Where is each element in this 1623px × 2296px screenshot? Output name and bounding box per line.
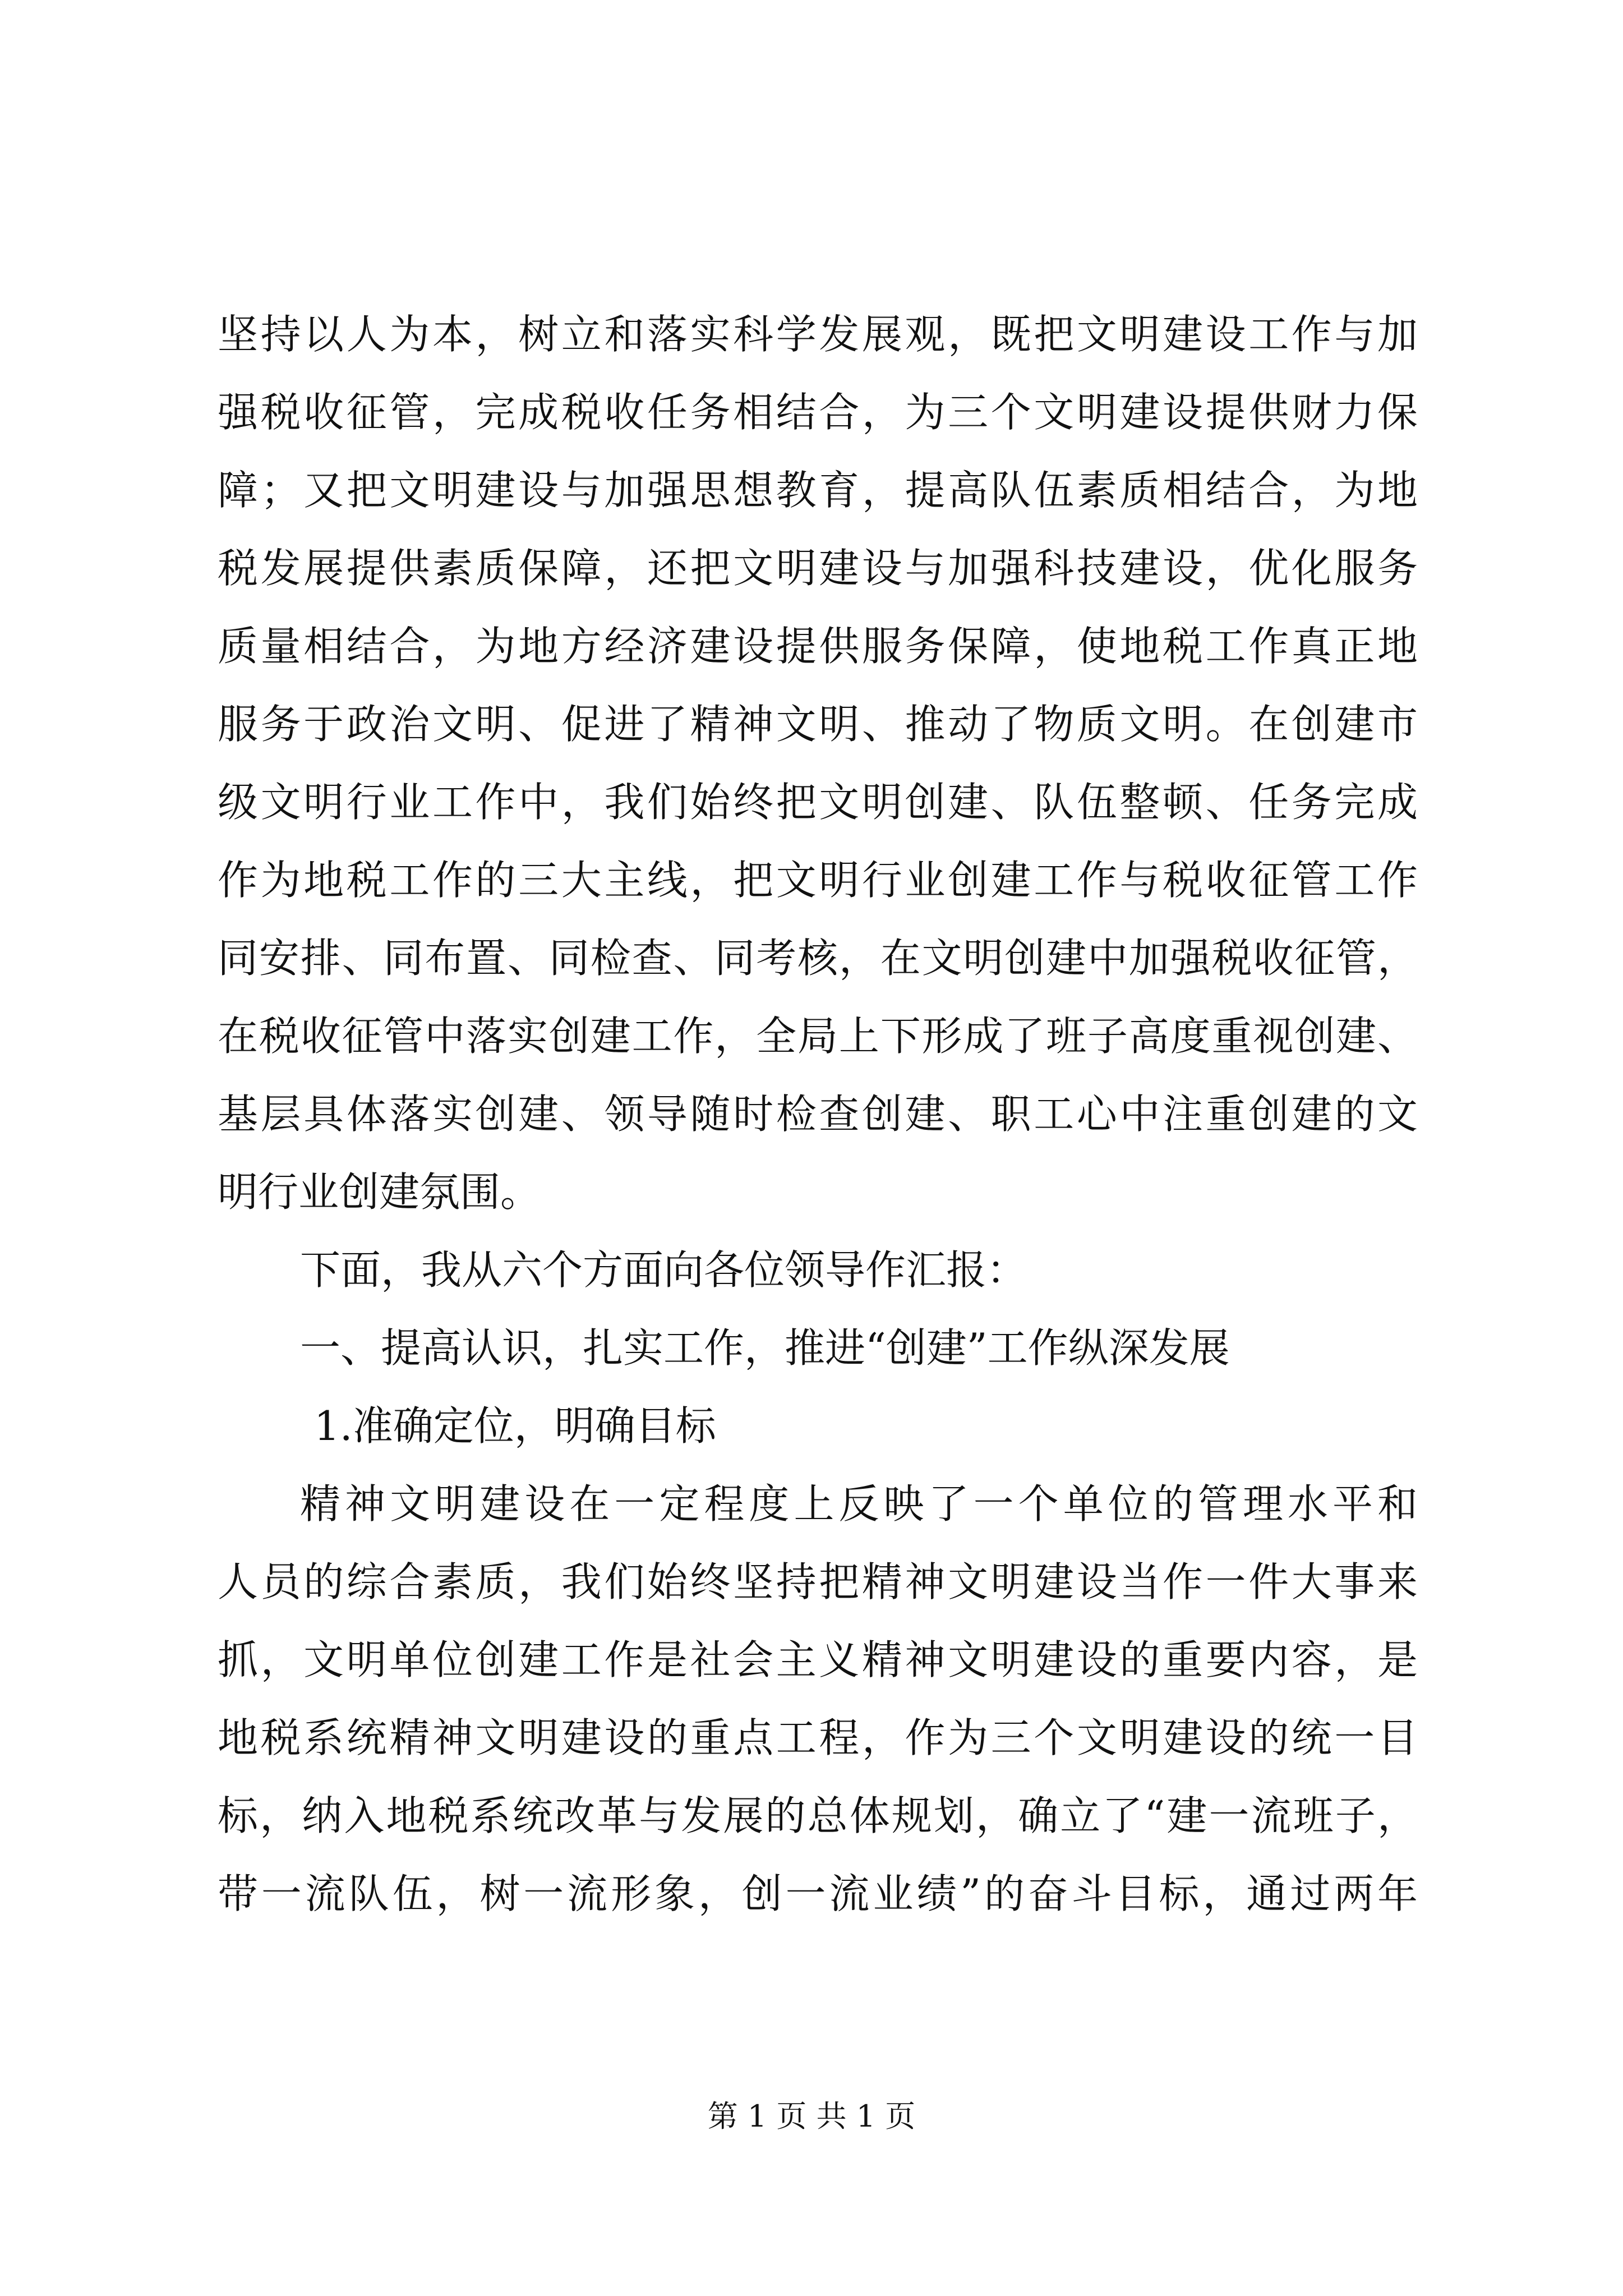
subsection-heading: 1.准确定位，明确目标: [314, 1402, 716, 1450]
body-text-line: 坚持以人为本，树立和落实科学发展观，既把文明建设工作与加: [218, 311, 1418, 358]
body-text-line: 抓，文明单位创建工作是社会主义精神文明建设的重要内容，是: [218, 1636, 1418, 1683]
body-text-line: 质量相结合，为地方经济建设提供服务保障，使地税工作真正地: [218, 623, 1418, 670]
body-text-line: 标，纳入地税系统改革与发展的总体规划，确立了“建一流班子，: [218, 1792, 1418, 1839]
body-text-line: 作为地税工作的三大主线，把文明行业创建工作与税收征管工作: [218, 857, 1418, 904]
body-text-line: 人员的综合素质，我们始终坚持把精神文明建设当作一件大事来: [218, 1558, 1418, 1605]
body-text-line: 带一流队伍，树一流形象，创一流业绩”的奋斗目标，通过两年: [218, 1870, 1418, 1917]
body-text-line: 强税收征管，完成税收任务相结合，为三个文明建设提供财力保: [218, 389, 1418, 436]
body-text-line: 下面，我从六个方面向各位领导作汇报：: [300, 1246, 1027, 1294]
body-text-line: 障；又把文明建设与加强思想教育，提高队伍素质相结合，为地: [218, 467, 1418, 514]
body-text-line: 基层具体落实创建、领导随时检查创建、职工心中注重创建的文: [218, 1091, 1418, 1138]
body-text-line: 税发展提供素质保障，还把文明建设与加强科技建设，优化服务: [218, 545, 1418, 592]
body-text-line: 精神文明建设在一定程度上反映了一个单位的管理水平和: [300, 1480, 1418, 1527]
body-text-line: 同安排、同布置、同检查、同考核，在文明创建中加强税收征管，: [218, 935, 1418, 982]
body-text-line: 在税收征管中落实创建工作，全局上下形成了班子高度重视创建、: [218, 1013, 1418, 1060]
body-text-line: 级文明行业工作中，我们始终把文明创建、队伍整顿、任务完成: [218, 779, 1418, 826]
body-text-line: 地税系统精神文明建设的重点工程，作为三个文明建设的统一目: [218, 1714, 1418, 1761]
section-heading: 一、提高认识，扎实工作，推进“创建”工作纵深发展: [300, 1324, 1230, 1372]
body-text-line: 服务于政治文明、促进了精神文明、推动了物质文明。在创建市: [218, 701, 1418, 748]
page-footer: 第 1 页 共 1 页: [707, 2099, 916, 2134]
body-text-line: 明行业创建氛围。: [218, 1168, 541, 1216]
